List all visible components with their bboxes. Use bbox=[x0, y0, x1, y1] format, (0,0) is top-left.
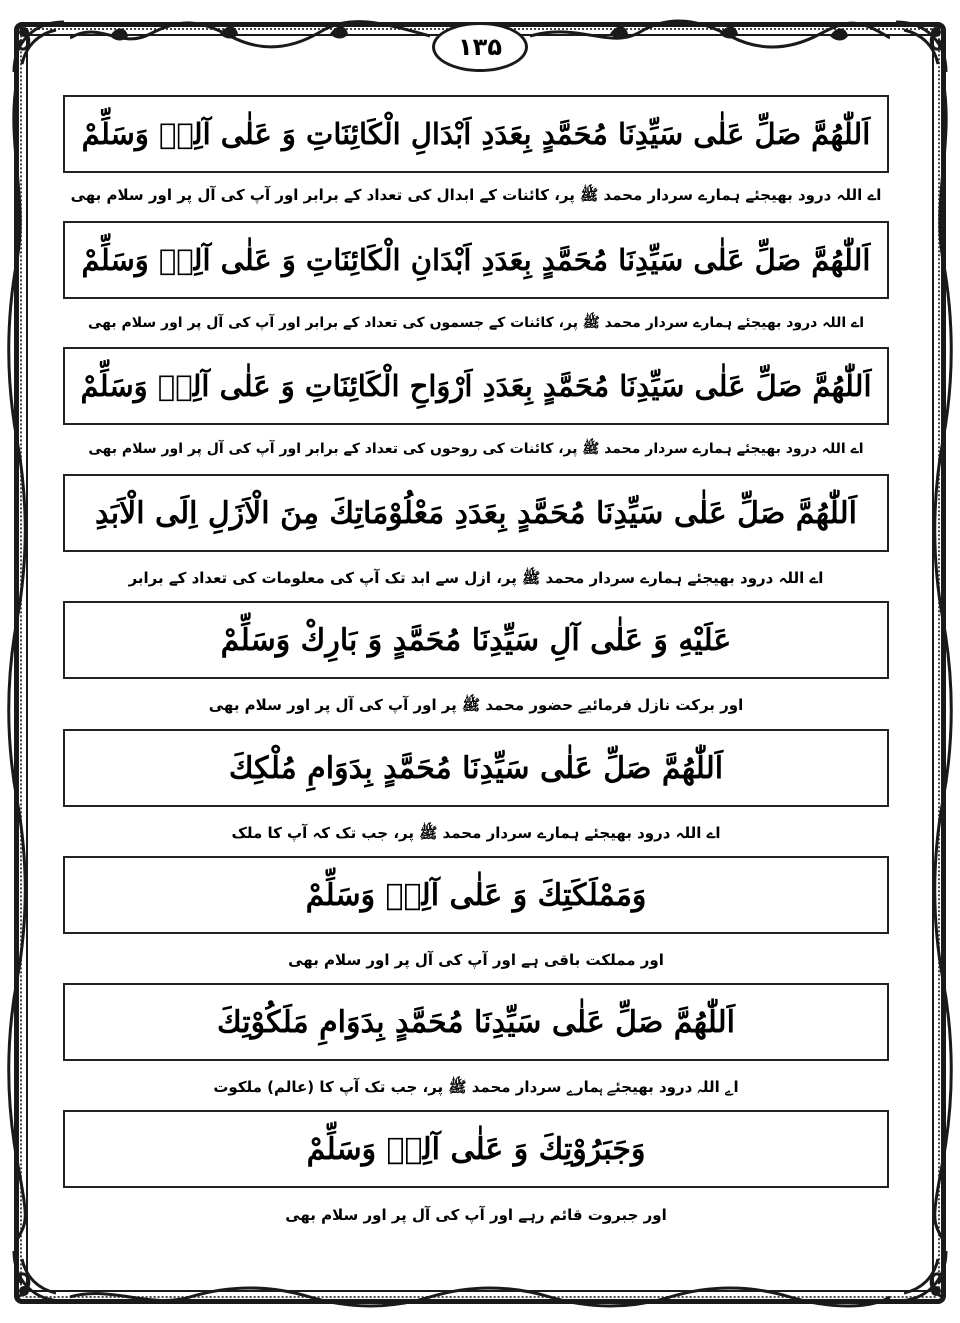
urdu-translation-line: اے اللہ درود بھیجئے ہمارے سردار محمد ﷺ پر، ازل سے ابد تک آپ کی معلومات کی تعداد کے برابر bbox=[128, 569, 824, 587]
urdu-translation-line: اے اللہ درود بھیجئے ہمارے سردار محمد ﷺ پر، جب تک آپ کا (عالم) ملکوت bbox=[213, 1078, 739, 1096]
corner-ornament-icon bbox=[4, 1241, 74, 1311]
right-vine-ornament-icon bbox=[932, 80, 954, 1240]
arabic-verse-box bbox=[63, 856, 889, 934]
arabic-verse-box bbox=[63, 983, 889, 1061]
arabic-verse-text: اَللّٰهُمَّ صَلِّ عَلٰى سَيِّدِنَا مُحَمَّدٍ بِعَدَدِ مَعْلُوْمَاتِكَ مِنَ الْاَزَلِ اِلَى الْاَبَدِ bbox=[94, 495, 858, 531]
urdu-translation-line: اے اللہ درود بھیجئے ہمارے سردار محمد ﷺ پر، کائنات کے جسموں کی تعداد کے برابر اور آپ کی آل پر اور سلام بھی bbox=[87, 315, 865, 331]
arabic-verse-box bbox=[63, 347, 889, 425]
arabic-verse-box bbox=[63, 474, 889, 552]
left-vine-ornament-icon bbox=[6, 80, 28, 1240]
top-left-flourish-icon bbox=[70, 14, 430, 54]
urdu-translation-line: اور مملکت باقی ہے اور آپ کی آل پر اور سلام بھی bbox=[288, 951, 664, 969]
arabic-verse-text: وَجَبَرُوْتِكَ وَ عَلٰى آلِهٖ وَسَلِّمْ bbox=[306, 1131, 646, 1167]
urdu-translation-line: اور برکت نازل فرمائیے حضور محمد ﷺ پر اور آپ کی آل پر اور سلام بھی bbox=[208, 696, 744, 714]
arabic-verse-text: اَللّٰهُمَّ صَلِّ عَلٰى سَيِّدِنَا مُحَمَّدٍ بِدَوَامِ مَلَكُوْتِكَ bbox=[216, 1004, 736, 1040]
urdu-translation-line: اے اللہ درود بھیجئے ہمارے سردار محمد ﷺ پر، کائنات کی روحوں کی تعداد کے برابر اور آپ کی آل پر اور سلام بھی bbox=[88, 441, 864, 457]
urdu-translation-line: اے اللہ درود بھیجئے ہمارے سردار محمد ﷺ پر، کائنات کے ابدال کی تعداد کے برابر اور آپ کی آل پر اور سلام بھی bbox=[70, 186, 882, 204]
bottom-flourish-icon bbox=[70, 1283, 890, 1313]
arabic-verse-text: اَللّٰهُمَّ صَلِّ عَلٰى سَيِّدِنَا مُحَمَّدٍ بِعَدَدِ اَبْدَالِ الْكَائِنَاتِ وَ عَلٰى آلِهٖ وَسَلِّمْ bbox=[81, 117, 871, 151]
page-number-badge: ۱۳۵ bbox=[432, 22, 528, 72]
corner-ornament-icon bbox=[886, 12, 956, 82]
arabic-verse-box bbox=[63, 1110, 889, 1188]
corner-ornament-icon bbox=[886, 1241, 956, 1311]
arabic-verse-box bbox=[63, 729, 889, 807]
arabic-verse-text: اَللّٰهُمَّ صَلِّ عَلٰى سَيِّدِنَا مُحَمَّدٍ بِدَوَامِ مُلْكِكَ bbox=[228, 750, 724, 786]
arabic-verse-text: وَمَمْلَكَتِكَ وَ عَلٰى آلِهٖ وَسَلِّمْ bbox=[305, 877, 647, 913]
arabic-verse-box bbox=[63, 95, 889, 173]
arabic-verse-box bbox=[63, 221, 889, 299]
arabic-verse-text: اَللّٰهُمَّ صَلِّ عَلٰى سَيِّدِنَا مُحَمَّدٍ بِعَدَدِ اَبْدَانِ الْكَائِنَاتِ وَ عَلٰى آلِهٖ وَسَلِّمْ bbox=[81, 243, 871, 277]
arabic-verse-text: اَللّٰهُمَّ صَلِّ عَلٰى سَيِّدِنَا مُحَمَّدٍ بِعَدَدِ اَرْوَاحِ الْكَائِنَاتِ وَ عَلٰى آلِهٖ وَسَلِّمْ bbox=[80, 369, 872, 403]
urdu-translation-line: اے اللہ درود بھیجئے ہمارے سردار محمد ﷺ پر، جب تک کہ آپ کا ملک bbox=[231, 824, 721, 842]
urdu-translation-line: اور جبروت قائم رہے اور آپ کی آل پر اور سلام بھی bbox=[285, 1206, 667, 1224]
corner-ornament-icon bbox=[4, 12, 74, 82]
top-right-flourish-icon bbox=[530, 14, 890, 54]
arabic-verse-box bbox=[63, 601, 889, 679]
arabic-verse-text: عَلَيْهِ وَ عَلٰى آلِ سَيِّدِنَا مُحَمَّدٍ وَ بَارِكْ وَسَلِّمْ bbox=[220, 622, 732, 658]
